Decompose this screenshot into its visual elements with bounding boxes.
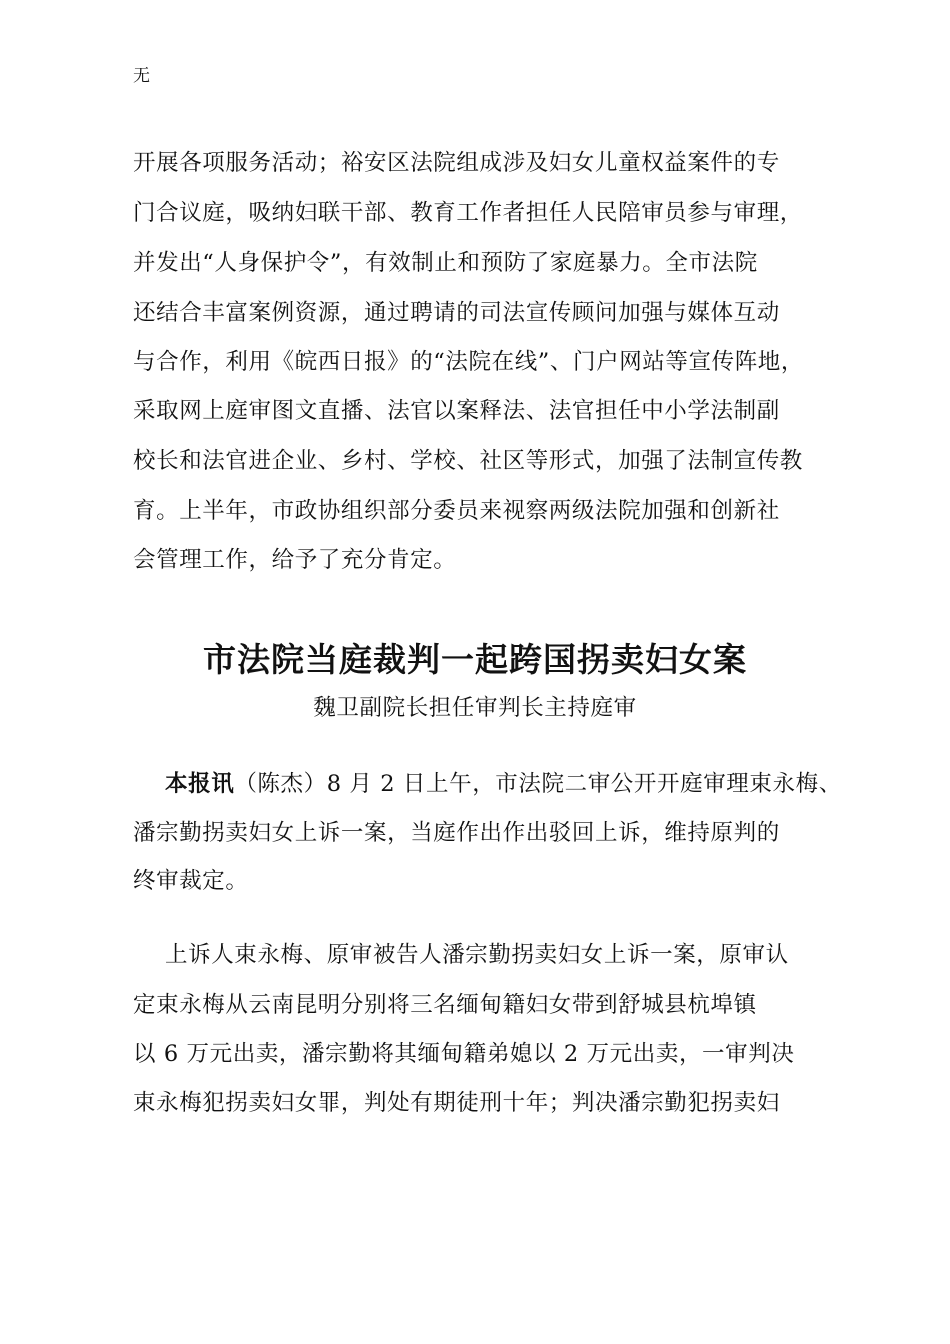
text-line [165, 769, 842, 799]
text-line: 会管理工作，给予了充分肯定。 [133, 547, 457, 573]
text-line: 潘宗勤拐卖妇女上诉一案，当庭作出作出驳回上诉，维持原判的 [133, 820, 780, 846]
article-title: 市法院当庭裁判一起跨国拐卖妇女案 [203, 640, 747, 679]
text-line: 育。上半年，市政协组织部分委员来视察两级法院加强和创新社 [133, 498, 780, 524]
page-header-label: 无 [133, 66, 150, 86]
text-line: 门合议庭，吸纳妇联干部、教育工作者担任人民陪审员参与审理， [133, 200, 803, 226]
text-span: （陈杰）8 月 2 日上午，市法院二审公开开庭审理束永梅、 [234, 771, 842, 797]
text-line: 并发出“人身保护令”，有效制止和预防了家庭暴力。全市法院 [133, 250, 758, 276]
text-line: 上诉人束永梅、原审被告人潘宗勤拐卖妇女上诉一案，原审认 [165, 942, 789, 968]
text-line: 开展各项服务活动；裕安区法院组成涉及妇女儿童权益案件的专 [133, 150, 780, 176]
text-line: 与合作，利用《皖西日报》的“法院在线”、门户网站等宣传阵地， [133, 349, 805, 375]
text-line: 采取网上庭审图文直播、法官以案释法、法官担任中小学法制副 [133, 398, 780, 424]
text-line: 以 6 万元出卖，潘宗勤将其缅甸籍弟媳以 2 万元出卖，一审判决 [133, 1041, 795, 1067]
text-line: 校长和法官进企业、乡村、学校、社区等形式，加强了法制宣传教 [133, 448, 803, 474]
news-lead-label: 本报讯 [165, 771, 235, 797]
text-line: 终审裁定。 [133, 868, 249, 894]
text-line: 定束永梅从云南昆明分别将三名缅甸籍妇女带到舒城县杭埠镇 [133, 992, 757, 1018]
text-line: 束永梅犯拐卖妇女罪，判处有期徒刑十年；判决潘宗勤犯拐卖妇 [133, 1090, 780, 1116]
article-subtitle: 魏卫副院长担任审判长主持庭审 [313, 695, 637, 721]
text-line: 还结合丰富案例资源，通过聘请的司法宣传顾问加强与媒体互动 [133, 300, 780, 326]
